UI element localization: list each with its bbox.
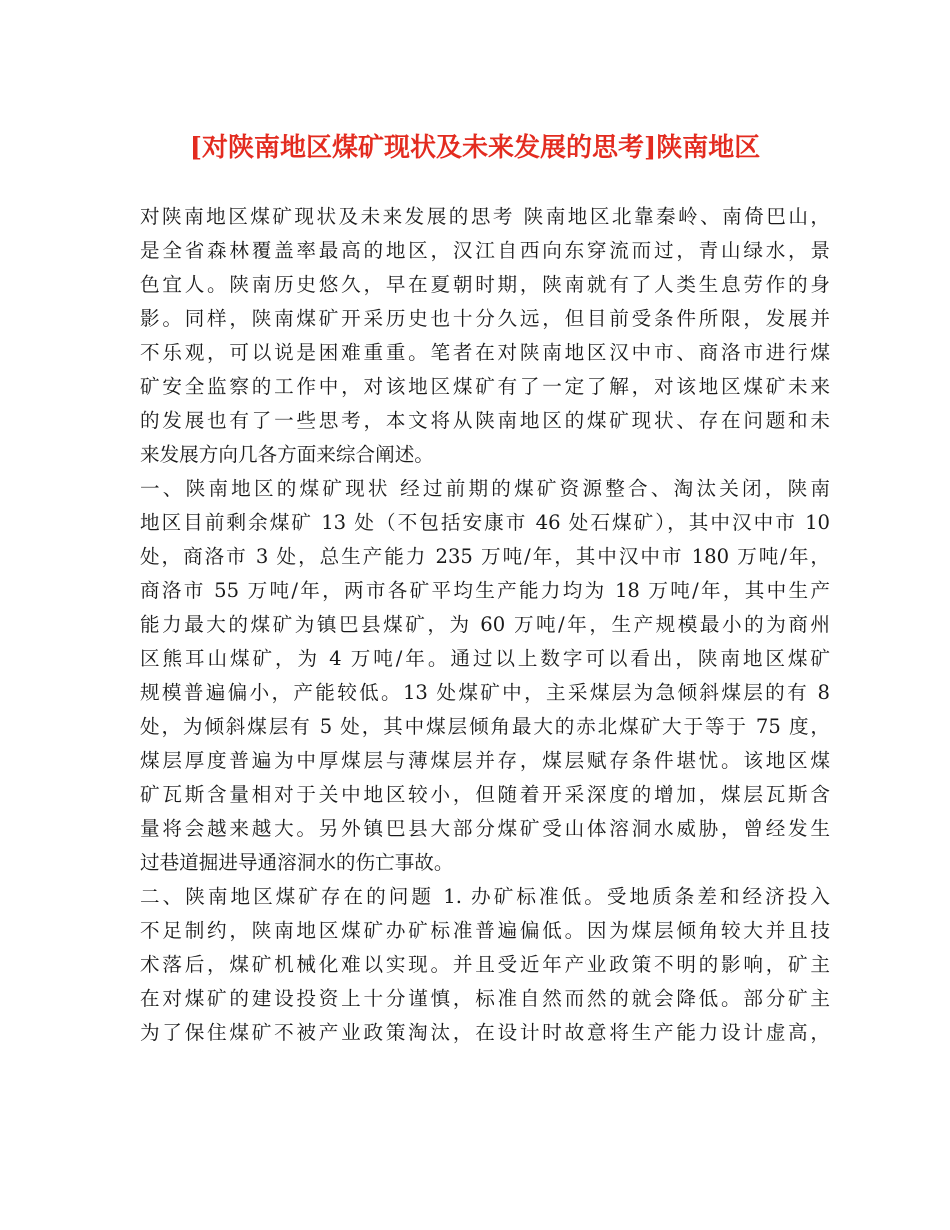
text-line: 二、陕南地区煤矿存在的问题 1. 办矿标准低。受地质条差和经济投入 [140,885,830,908]
text-line: 对陕南地区煤矿现状及未来发展的思考 陕南地区北靠秦岭、南倚巴山， [140,205,830,228]
text-line: 是全省森林覆盖率最高的地区，汉江自西向东穿流而过，青山绿水，景 [140,239,830,262]
text-line: 过巷道掘进导通溶洞水的伤亡事故。 [140,851,454,874]
text-line: 区熊耳山煤矿，为 4 万吨/年。通过以上数字可以看出，陕南地区煤矿 [140,647,830,670]
document-title: [对陕南地区煤矿现状及未来发展的思考]陕南地区 [189,133,761,163]
text-line: 煤层厚度普遍为中厚煤层与薄煤层并存，煤层赋存条件堪忧。该地区煤 [140,749,830,772]
text-line: 地区目前剩余煤矿 13 处（不包括安康市 46 处石煤矿），其中汉中市 10 [140,511,830,534]
text-line: 规模普遍偏小，产能较低。13 处煤矿中，主采煤层为急倾斜煤层的有 8 [140,681,830,704]
text-line: 的发展也有了一些思考，本文将从陕南地区的煤矿现状、存在问题和未 [140,409,830,432]
text-line: 来发展方向几各方面来综合阐述。 [140,443,434,466]
text-line: 术落后，煤矿机械化难以实现。并且受近年产业政策不明的影响，矿主 [140,953,830,976]
text-line: 色宜人。陕南历史悠久，早在夏朝时期，陕南就有了人类生息劳作的身 [140,273,830,296]
text-line: 一、陕南地区的煤矿现状 经过前期的煤矿资源整合、淘汰关闭，陕南 [140,477,830,500]
text-line: 影。同样，陕南煤矿开采历史也十分久远，但目前受条件所限，发展并 [140,307,830,330]
text-line: 量将会越来越大。另外镇巴县大部分煤矿受山体溶洞水威胁，曾经发生 [140,817,830,840]
text-line: 不乐观，可以说是困难重重。笔者在对陕南地区汉中市、商洛市进行煤 [140,341,830,364]
text-line: 处，商洛市 3 处，总生产能力 235 万吨/年，其中汉中市 180 万吨/年， [140,545,830,568]
text-line: 为了保住煤矿不被产业政策淘汰，在设计时故意将生产能力设计虚高， [140,1021,830,1044]
text-line: 能力最大的煤矿为镇巴县煤矿，为 60 万吨/年，生产规模最小的为商州 [140,613,830,636]
text-line: 矿安全监察的工作中，对该地区煤矿有了一定了解，对该地区煤矿未来 [140,375,830,398]
text-line: 在对煤矿的建设投资上十分谨慎，标准自然而然的就会降低。部分矿主 [140,987,830,1010]
text-line: 处，为倾斜煤层有 5 处，其中煤层倾角最大的赤北煤矿大于等于 75 度， [140,715,830,738]
text-line: 商洛市 55 万吨/年，两市各矿平均生产能力均为 18 万吨/年，其中生产 [140,579,830,602]
document-body [140,200,830,1050]
text-line: 矿瓦斯含量相对于关中地区较小，但随着开采深度的增加，煤层瓦斯含 [140,783,830,806]
text-line: 不足制约，陕南地区煤矿办矿标准普遍偏低。因为煤层倾角较大并且技 [140,919,830,942]
